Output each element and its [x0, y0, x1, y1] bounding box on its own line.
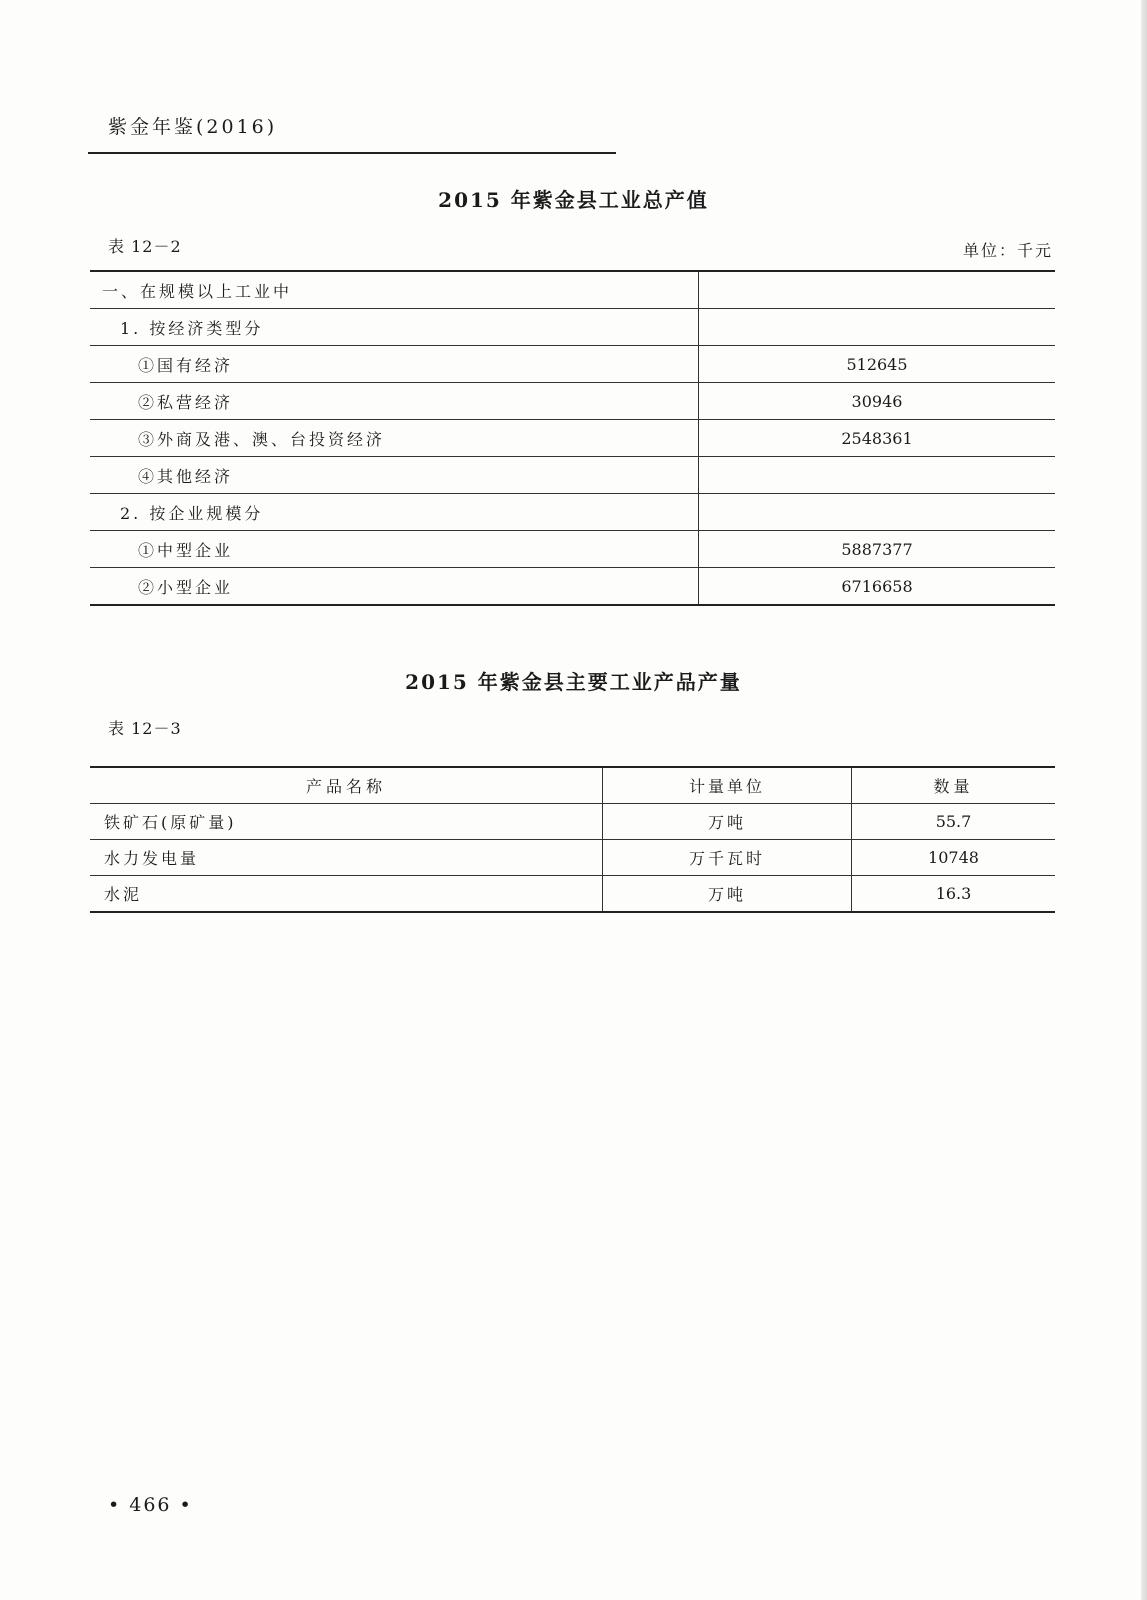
row-label: ③外商及港、澳、台投资经济: [90, 420, 699, 457]
row-value: [699, 494, 1056, 531]
table1-label: 表 12－2: [108, 237, 182, 256]
running-header: 紫金年鉴(2016): [108, 116, 278, 138]
table-row: [90, 420, 1055, 457]
product-quantity: 55.7: [852, 804, 1056, 840]
product-unit: 万吨: [603, 876, 852, 913]
product-name: 水泥: [90, 876, 603, 913]
row-label: 2. 按企业规模分: [90, 494, 699, 531]
row-label: ④其他经济: [90, 457, 699, 494]
product-unit: 万吨: [603, 804, 852, 840]
row-label: ①国有经济: [90, 346, 699, 383]
header-rule: [88, 152, 616, 154]
row-value: 5887377: [699, 531, 1056, 568]
row-value: [699, 309, 1056, 346]
row-value: [699, 457, 1056, 494]
table-row: [90, 531, 1055, 568]
table-row: [90, 457, 1055, 494]
row-value: [699, 271, 1056, 309]
page-number: • 466 •: [108, 1494, 193, 1516]
row-value: 6716658: [699, 568, 1056, 606]
product-name: 水力发电量: [90, 840, 603, 876]
product-quantity: 10748: [852, 840, 1056, 876]
table1-unit: 单位：千元: [962, 241, 1053, 260]
product-output-table: [90, 766, 1055, 913]
table-row: [90, 309, 1055, 346]
table-row: [90, 840, 1055, 876]
row-label: ①中型企业: [90, 531, 699, 568]
row-value: 30946: [699, 383, 1056, 420]
product-name: 铁矿石(原矿量): [90, 804, 603, 840]
table-row: [90, 876, 1055, 913]
row-label: ②私营经济: [90, 383, 699, 420]
column-header-unit: 计量单位: [603, 767, 852, 804]
row-value: 512645: [699, 346, 1056, 383]
row-label: ②小型企业: [90, 568, 699, 606]
table2-title: 2015 年紫金县主要工业产品产量: [405, 670, 742, 694]
table-row: [90, 346, 1055, 383]
table-row: [90, 383, 1055, 420]
table2-label: 表 12－3: [108, 719, 182, 738]
table-header-row: [90, 767, 1055, 804]
row-label: 一、在规模以上工业中: [90, 271, 699, 309]
table1-title: 2015 年紫金县工业总产值: [438, 188, 709, 212]
product-unit: 万千瓦时: [603, 840, 852, 876]
industrial-output-table: [90, 270, 1055, 606]
table-row: [90, 568, 1055, 606]
table-row: [90, 804, 1055, 840]
product-quantity: 16.3: [852, 876, 1056, 913]
table-row: [90, 494, 1055, 531]
column-header-quantity: 数量: [852, 767, 1056, 804]
page-edge: [1141, 0, 1147, 1600]
table-row: [90, 271, 1055, 309]
column-header-product: 产品名称: [90, 767, 603, 804]
row-label: 1. 按经济类型分: [90, 309, 699, 346]
row-value: 2548361: [699, 420, 1056, 457]
